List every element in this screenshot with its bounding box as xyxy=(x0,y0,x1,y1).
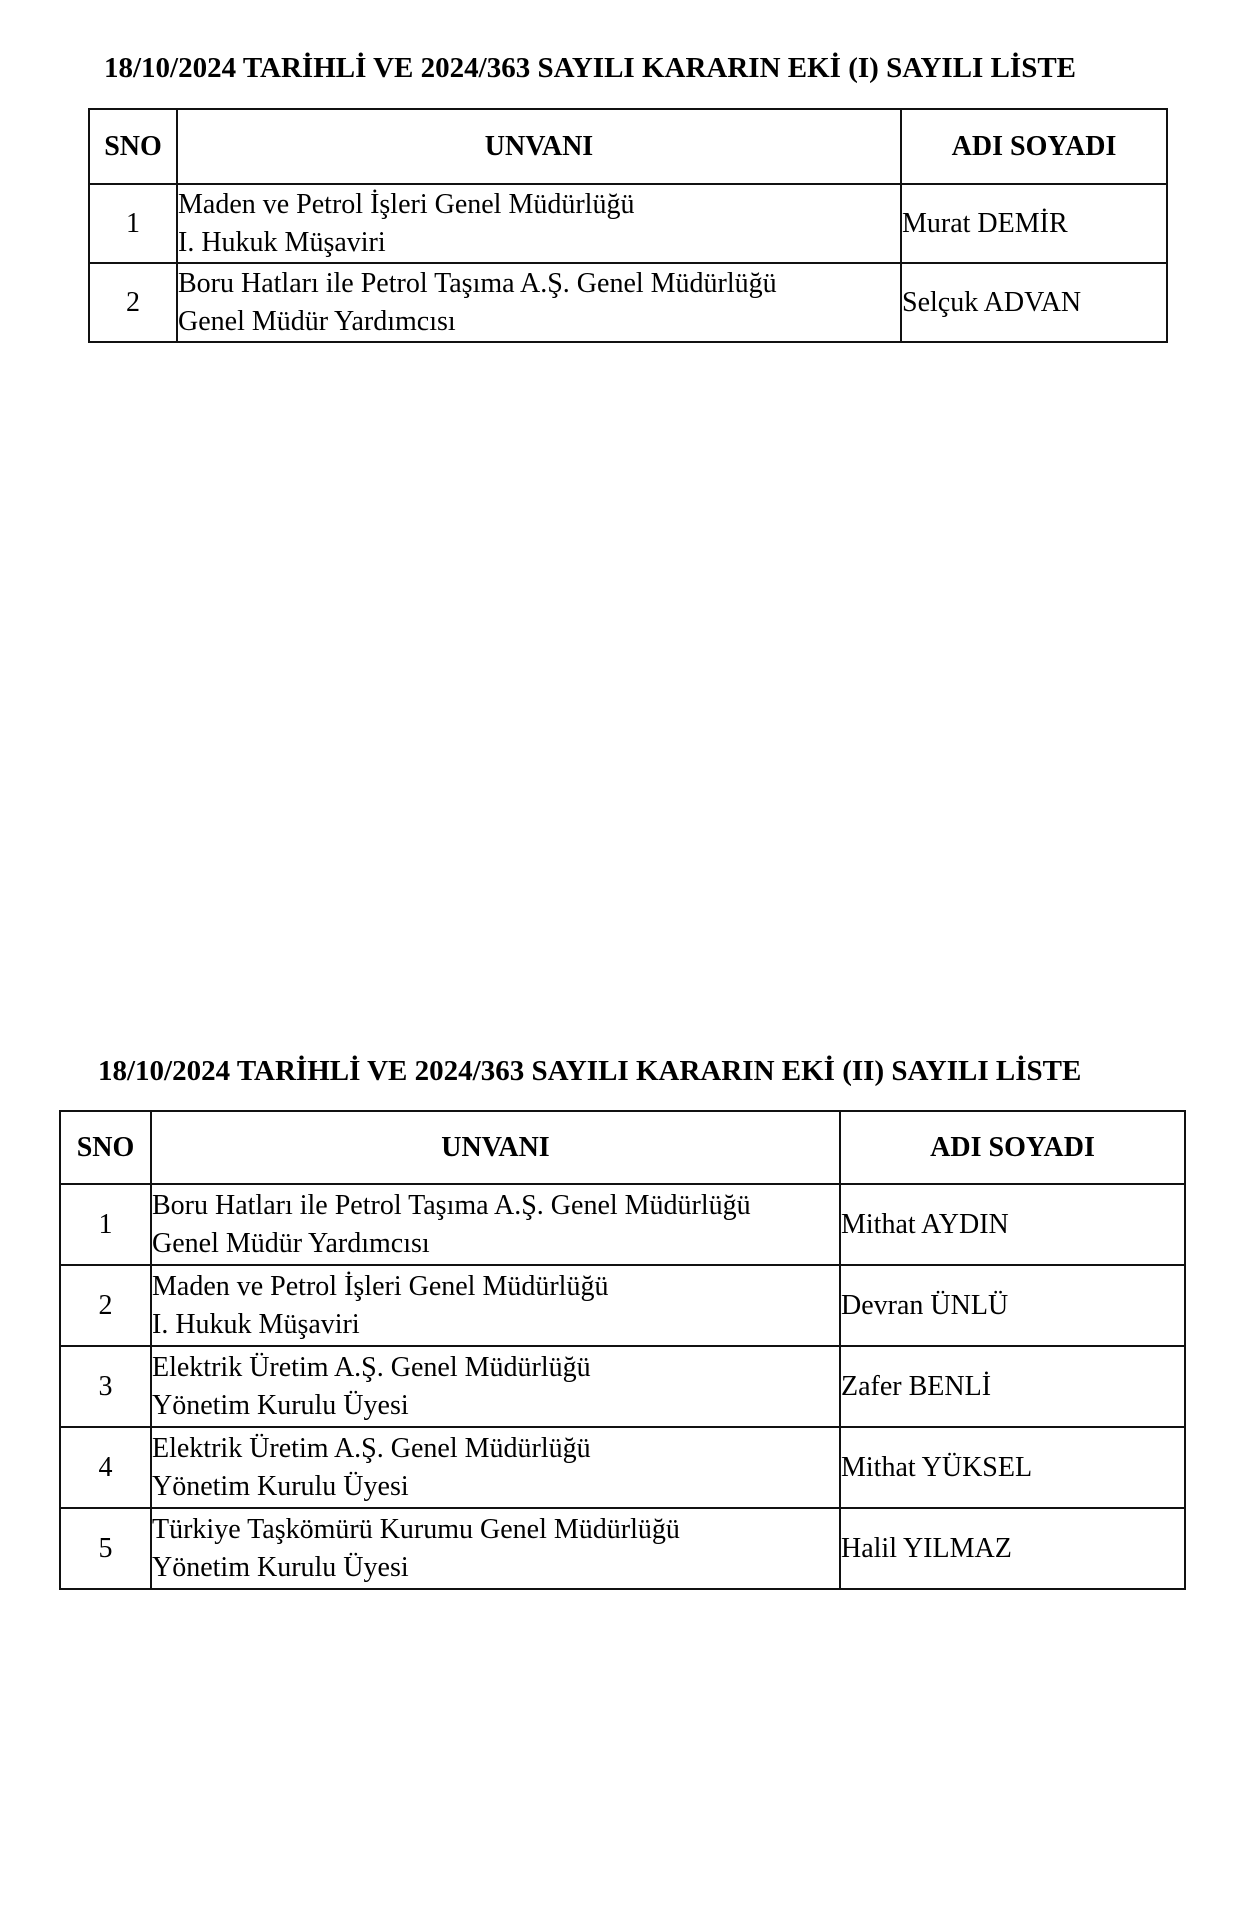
list-2-title: 18/10/2024 TARİHLİ VE 2024/363 SAYILI KARARIN EKİ (II) SAYILI LİSTE xyxy=(98,1055,1082,1087)
row-sno: 2 xyxy=(60,1265,151,1346)
unvan-line-1: Elektrik Üretim A.Ş. Genel Müdürlüğü xyxy=(152,1351,591,1383)
unvan-line-2: I. Hukuk Müşaviri xyxy=(152,1308,360,1340)
unvan-line-2: I. Hukuk Müşaviri xyxy=(178,226,386,258)
table-header-row xyxy=(89,109,1167,184)
header-adi-soyadi: ADI SOYADI xyxy=(840,1111,1185,1184)
unvan-line-1: Boru Hatları ile Petrol Taşıma A.Ş. Genel Müdürlüğü xyxy=(152,1189,751,1221)
unvan-line-2: Genel Müdür Yardımcısı xyxy=(152,1227,430,1259)
row-sno: 3 xyxy=(60,1346,151,1427)
row-unvan xyxy=(177,184,901,263)
unvan-line-2: Yönetim Kurulu Üyesi xyxy=(152,1470,409,1502)
list-1-title: 18/10/2024 TARİHLİ VE 2024/363 SAYILI KARARIN EKİ (I) SAYILI LİSTE xyxy=(104,52,1077,84)
unvan-line-2: Yönetim Kurulu Üyesi xyxy=(152,1389,409,1421)
table-row xyxy=(60,1427,1185,1508)
row-unvan xyxy=(151,1508,840,1589)
row-name: Mithat AYDIN xyxy=(840,1184,1185,1265)
row-unvan xyxy=(151,1346,840,1427)
row-unvan xyxy=(151,1265,840,1346)
row-unvan xyxy=(151,1427,840,1508)
row-sno: 5 xyxy=(60,1508,151,1589)
header-sno: SNO xyxy=(89,109,177,184)
row-name: Halil YILMAZ xyxy=(840,1508,1185,1589)
row-sno: 1 xyxy=(89,184,177,263)
table-row xyxy=(89,263,1167,342)
table-header-row xyxy=(60,1111,1185,1184)
unvan-line-2: Yönetim Kurulu Üyesi xyxy=(152,1551,409,1583)
row-name: Zafer BENLİ xyxy=(840,1346,1185,1427)
unvan-line-2: Genel Müdür Yardımcısı xyxy=(178,305,456,337)
row-sno: 1 xyxy=(60,1184,151,1265)
table-row xyxy=(60,1346,1185,1427)
row-name: Devran ÜNLÜ xyxy=(840,1265,1185,1346)
unvan-line-1: Maden ve Petrol İşleri Genel Müdürlüğü xyxy=(178,188,635,220)
unvan-line-1: Boru Hatları ile Petrol Taşıma A.Ş. Genel Müdürlüğü xyxy=(178,267,777,299)
row-name: Murat DEMİR xyxy=(901,184,1167,263)
row-unvan xyxy=(177,263,901,342)
unvan-line-1: Türkiye Taşkömürü Kurumu Genel Müdürlüğü xyxy=(152,1513,680,1545)
list-2-table xyxy=(59,1110,1186,1590)
row-unvan xyxy=(151,1184,840,1265)
unvan-line-1: Maden ve Petrol İşleri Genel Müdürlüğü xyxy=(152,1270,609,1302)
row-name: Selçuk ADVAN xyxy=(901,263,1167,342)
list-1-table xyxy=(88,108,1168,343)
row-name: Mithat YÜKSEL xyxy=(840,1427,1185,1508)
table-row xyxy=(89,184,1167,263)
table-row xyxy=(60,1184,1185,1265)
header-unvani: UNVANI xyxy=(177,109,901,184)
row-sno: 2 xyxy=(89,263,177,342)
header-sno: SNO xyxy=(60,1111,151,1184)
row-sno: 4 xyxy=(60,1427,151,1508)
header-unvani: UNVANI xyxy=(151,1111,840,1184)
table-row xyxy=(60,1508,1185,1589)
unvan-line-1: Elektrik Üretim A.Ş. Genel Müdürlüğü xyxy=(152,1432,591,1464)
header-adi-soyadi: ADI SOYADI xyxy=(901,109,1167,184)
table-row xyxy=(60,1265,1185,1346)
